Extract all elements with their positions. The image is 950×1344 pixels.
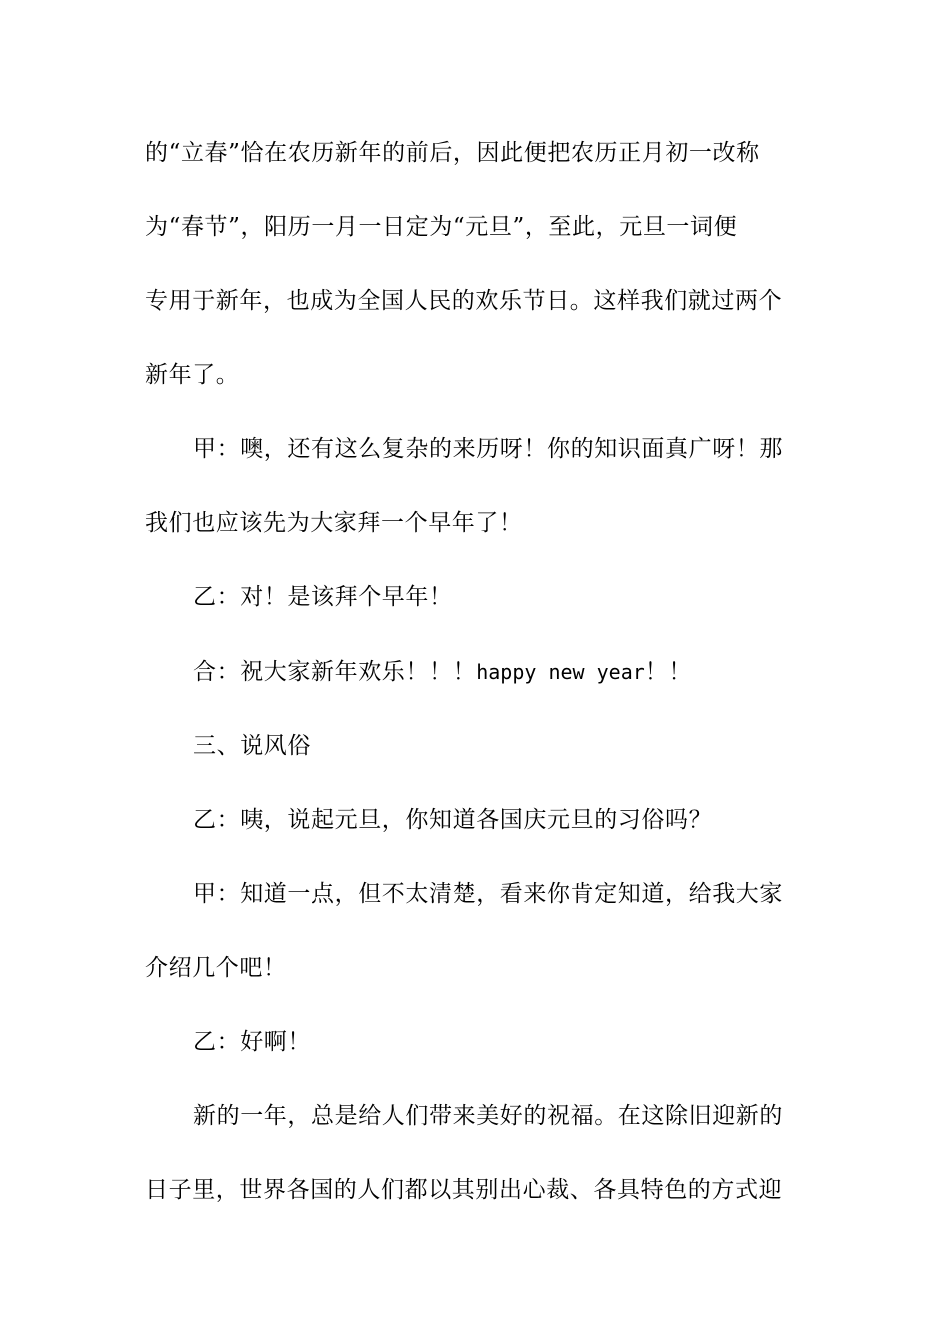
paragraph-line-5: 新的一年，总是给人们带来美好的祝福。在这除旧迎新的	[193, 1103, 783, 1129]
dialogue-line-he-end: ！！	[644, 659, 692, 685]
paragraph-line-3: 专用于新年，也成为全国人民的欢乐节日。这样我们就过两个	[145, 288, 783, 314]
paragraph-line-6: 日子里，世界各国的人们都以其别出心裁、各具特色的方式迎	[145, 1177, 783, 1203]
paragraph-line-1: 的“立春”恰在农历新年的前后，因此便把农历正月初一改称	[145, 140, 760, 166]
paragraph-line-2: 为“春节”，阳历一月一日定为“元旦”，至此，元旦一词便	[145, 214, 738, 240]
dialogue-line-yi-2: 乙：咦，说起元旦，你知道各国庆元旦的习俗吗？	[193, 807, 713, 833]
dialogue-line-yi-1: 乙：对！是该拜个早年！	[193, 584, 453, 610]
dialogue-line-jia-2: 甲：知道一点，但不太清楚，看来你肯定知道，给我大家	[193, 881, 783, 907]
dialogue-line-he	[193, 657, 815, 687]
dialogue-line-jia-1: 甲：噢，还有这么复杂的来历呀！你的知识面真广呀！那	[193, 436, 783, 462]
paragraph-line-4: 新年了。	[145, 362, 240, 388]
dialogue-line-yi-3: 乙：好啊！	[193, 1029, 311, 1055]
dialogue-line-he-english: happy new year	[476, 660, 645, 684]
dialogue-line-jia-2-cont: 介绍几个吧！	[145, 955, 287, 981]
section-heading: 三、说风俗	[193, 733, 311, 759]
dialogue-line-he-text: 合：祝大家新年欢乐！！！	[193, 659, 477, 685]
dialogue-line-jia-1-cont: 我们也应该先为大家拜一个早年了！	[145, 510, 523, 536]
